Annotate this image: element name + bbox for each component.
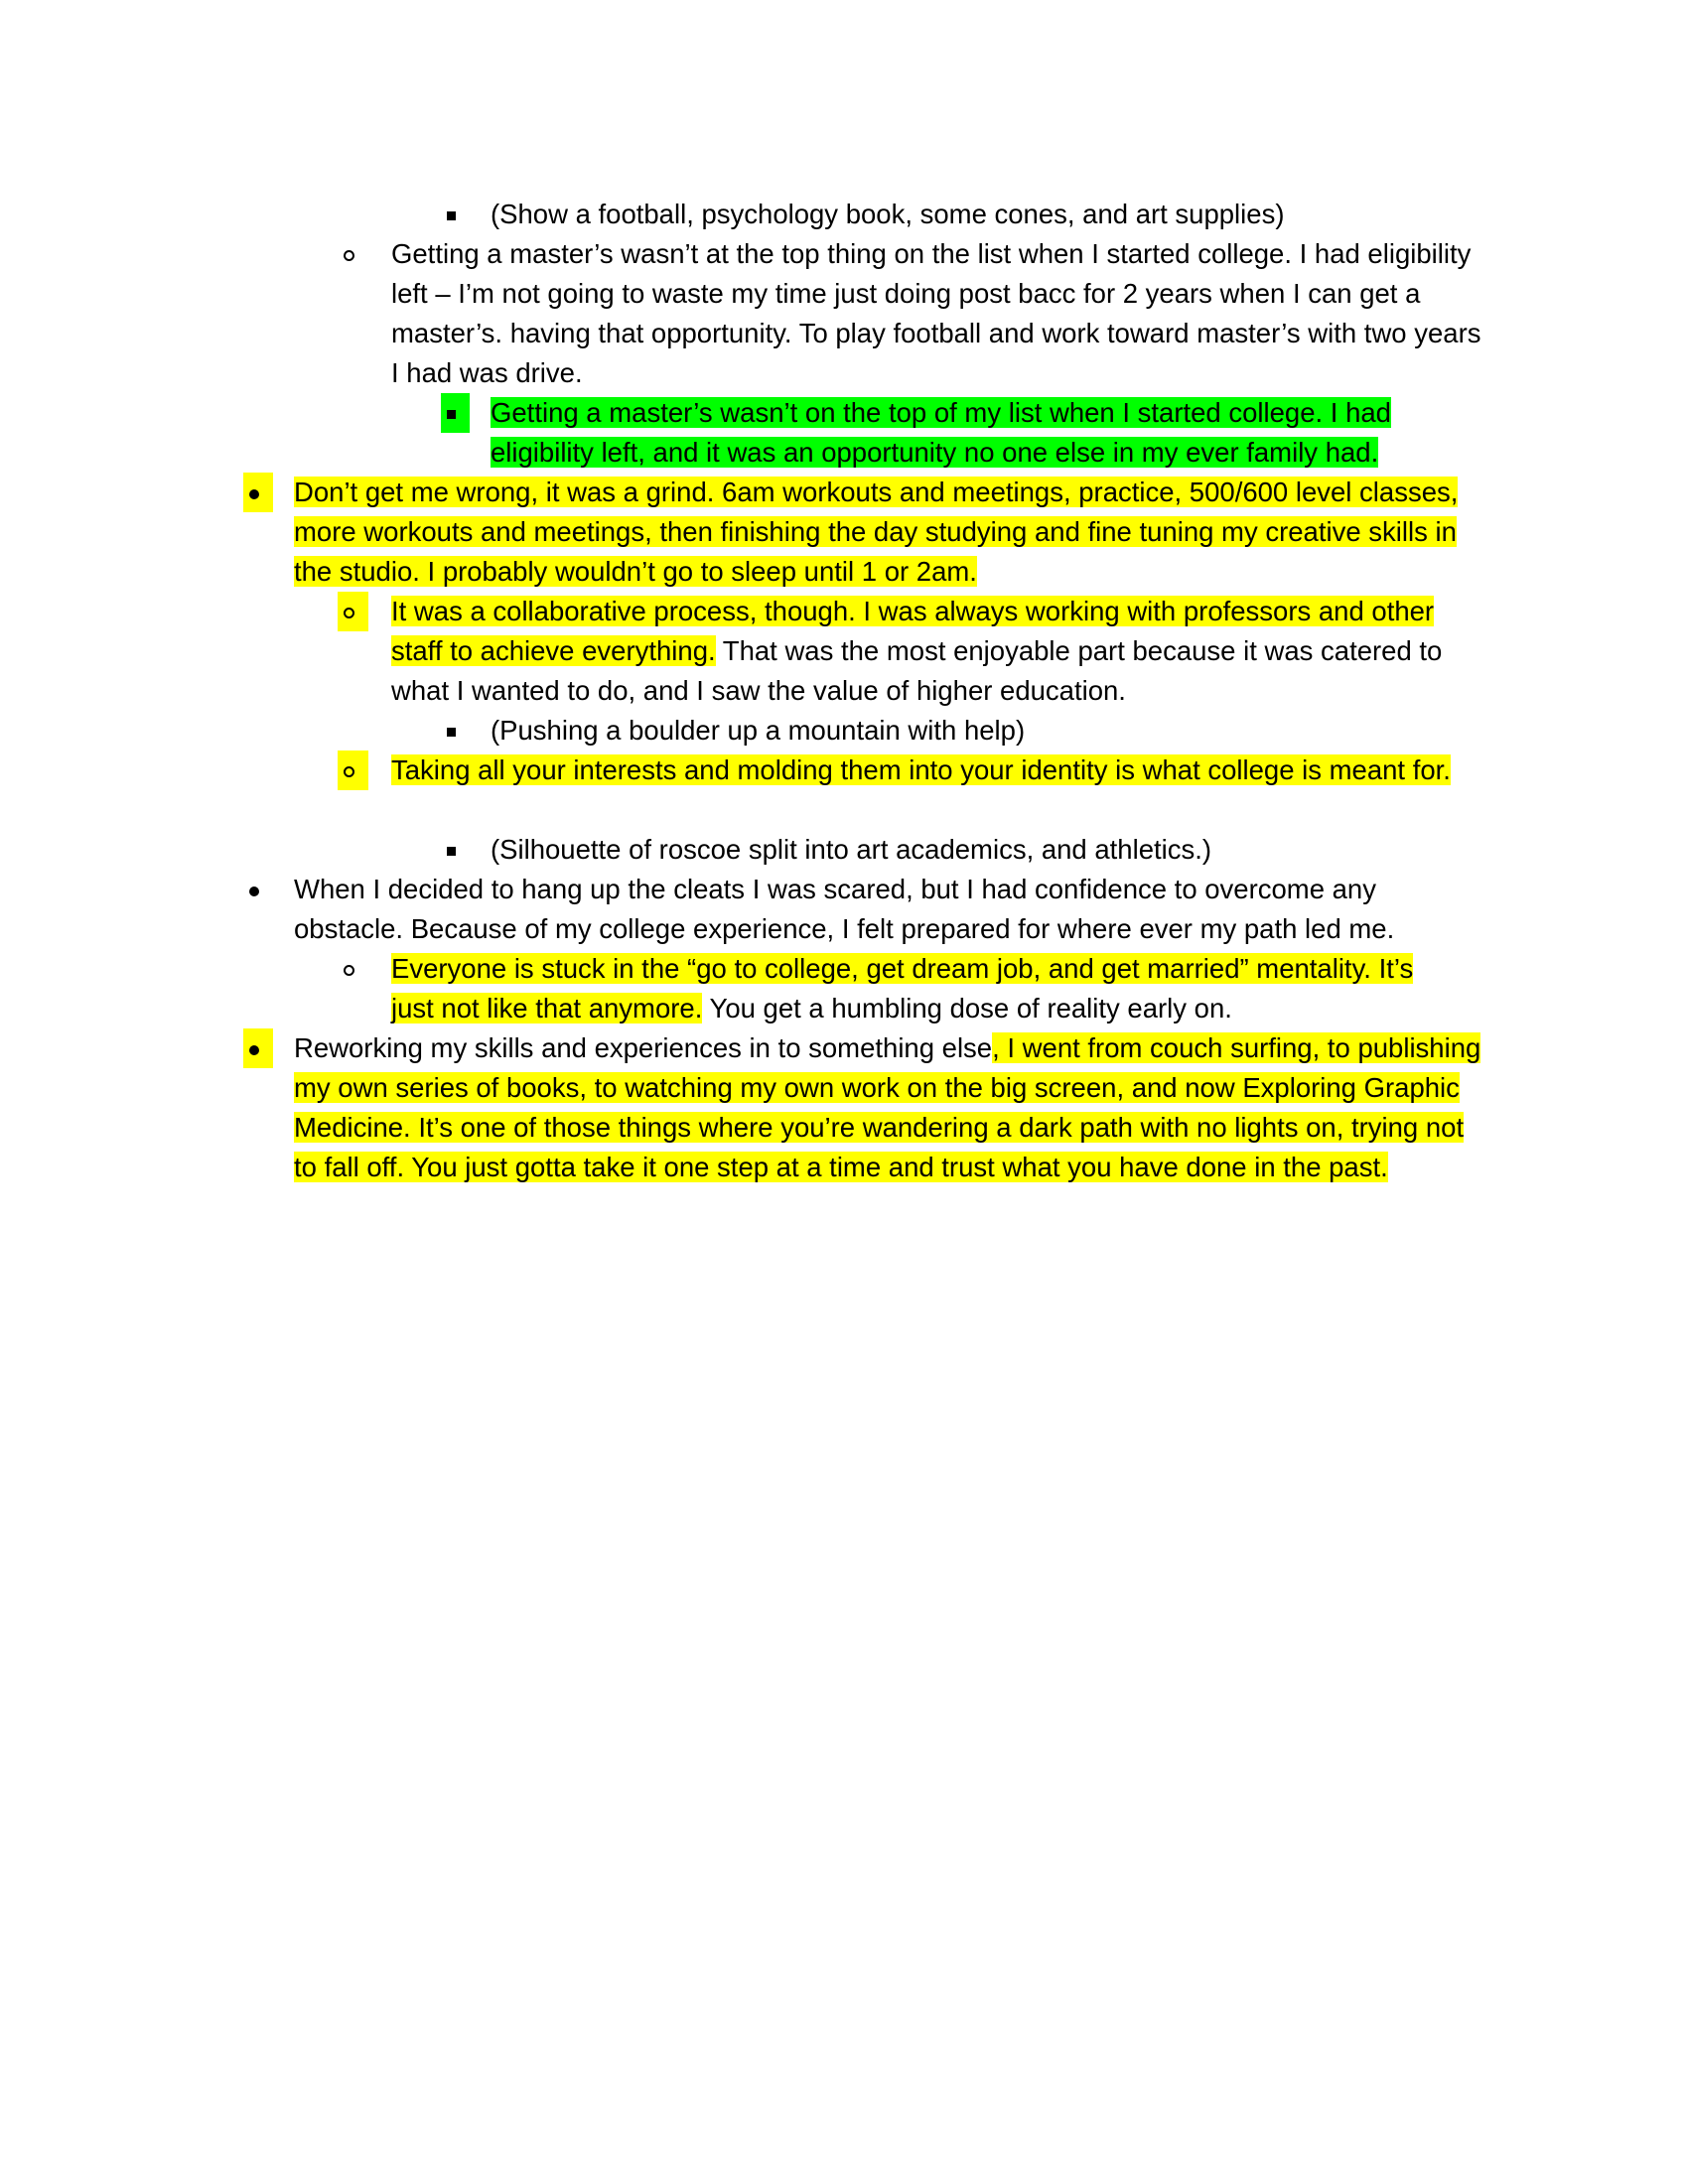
item-text: Getting a master’s wasn’t at the top thing on the list when I started college. I had eligibility left – I’m not going to waste my time just doing post bacc for 2 years when I can get a master’s. having that opportunity. To play football and work toward master’s with two years I had was drive. — [391, 238, 1481, 388]
item-text-plain: That was the most enjoyable part because it was catered to what I wanted to do, and I saw the value of higher education. — [391, 635, 1443, 706]
item-text: When I decided to hang up the cleats I was scared, but I had confidence to overcome any obstacle. Because of my college experience, I felt prepared for where ever my path led me. — [294, 874, 1395, 944]
item-text: (Show a football, psychology book, some cones, and art supplies) — [491, 199, 1285, 229]
square-bullet-icon — [441, 393, 470, 433]
filled-circle-bullet-icon — [243, 1028, 273, 1068]
item-text-plain: Reworking my skills and experiences in to something else — [294, 1032, 993, 1063]
item-text: (Silhouette of roscoe split into art academics, and athletics.) — [491, 834, 1212, 865]
list-item — [491, 830, 1483, 870]
item-text: Getting a master’s wasn’t on the top of my list when I started college. I had eligibility left, and it was an opportunity no one else in my ever family had. — [491, 397, 1391, 468]
list-item — [391, 234, 1483, 393]
hollow-circle-bullet-icon — [338, 751, 368, 790]
item-text-highlighted: It was a collaborative process, though. I was always working with professors and other staff to achieve everything. — [391, 596, 1435, 666]
filled-circle-bullet-icon — [243, 473, 273, 512]
item-text: Taking all your interests and molding them into your identity is what college is meant for. — [391, 754, 1451, 785]
list-item — [391, 949, 1454, 1028]
list-item — [294, 473, 1476, 592]
item-text-highlighted: Everyone is stuck in the “go to college, get dream job, and get married” mentality. It’s just not like that anymore. — [391, 953, 1414, 1024]
list-item — [391, 751, 1454, 790]
hollow-circle-bullet-icon — [344, 234, 354, 274]
list-item — [491, 195, 1483, 234]
square-bullet-icon — [447, 195, 456, 234]
item-text: Don’t get me wrong, it was a grind. 6am workouts and meetings, practice, 500/600 level classes, more workouts and meetings, then finishing the day studying and fine tuning my creative skills in the studio. I probably wouldn’t go to sleep until 1 or 2am. — [294, 477, 1459, 587]
item-text-plain: You get a humbling dose of reality early on. — [702, 993, 1232, 1024]
item-text: (Pushing a boulder up a mountain with help) — [491, 715, 1026, 746]
hollow-circle-bullet-icon — [344, 949, 354, 989]
square-bullet-icon — [447, 711, 456, 751]
hollow-circle-bullet-icon — [338, 592, 368, 631]
square-bullet-icon — [447, 830, 456, 870]
list-item — [491, 711, 1483, 751]
filled-circle-bullet-icon — [249, 870, 259, 909]
item-text-highlighted: , I went from couch surfing, to publishing my own series of books, to watching my own work on the big screen, and now Exploring Graphic Medicine. It’s one of those things where you’re wandering a dark path with no lights on, trying not to fall off. You just gotta take it one step at a time and trust what you have done in the past. — [294, 1032, 1481, 1182]
list-item — [294, 1028, 1485, 1187]
list-item — [491, 393, 1414, 473]
list-item — [391, 592, 1483, 711]
list-item — [294, 870, 1426, 949]
